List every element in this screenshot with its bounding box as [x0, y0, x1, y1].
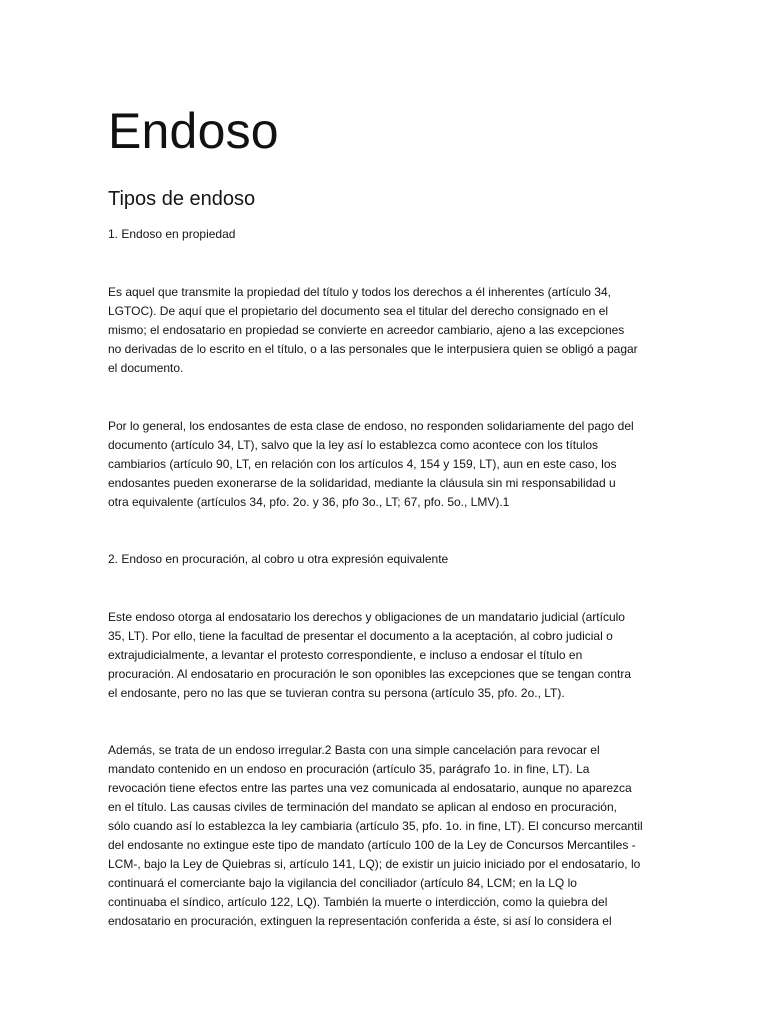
section-heading-propiedad: 1. Endoso en propiedad [108, 227, 236, 241]
paragraph-line: continuará el comerciante bajo la vigilancia del conciliador (artículo 84, LCM; en la LQ lo [108, 876, 577, 890]
paragraph-line: el endosante, pero no las que se tuvieran contra su persona (artículo 35, pfo. 2o., LT). [108, 686, 565, 700]
paragraph-line: Es aquel que transmite la propiedad del título y todos los derechos a él inherentes (artículo 34, [108, 285, 611, 299]
paragraph-line: procuración. Al endosatario en procuración le son oponibles las excepciones que se tengan contra [108, 667, 632, 681]
paragraph-line: sólo cuando así lo establezca la ley cambiaria (artículo 35, pfo. 1o. in fine, LT). El concurso mercantil [108, 819, 643, 833]
paragraph-line: en el título. Las causas civiles de terminación del mandato se aplican al endoso en procuración, [108, 800, 617, 814]
paragraph-line: el documento. [108, 361, 184, 375]
document-title: Endoso [108, 103, 279, 159]
paragraph-line: extrajudicialmente, a levantar el protesto correspondiente, e incluso a endosar el título en [108, 648, 583, 662]
section-subtitle: Tipos de endoso [108, 188, 256, 210]
paragraph-line: endosantes pueden exonerarse de la solidaridad, mediante la cláusula sin mi responsabilidad u [108, 476, 616, 490]
section-heading-procuracion: 2. Endoso en procuración, al cobro u otra expresión equivalente [108, 552, 449, 566]
paragraph-line: Por lo general, los endosantes de esta clase de endoso, no responden solidariamente del pago del [108, 419, 634, 433]
paragraph-line: continuaba el síndico, artículo 122, LQ). También la muerte o interdicción, como la quiebra del [108, 895, 608, 909]
paragraph-line: mandato contenido en un endoso en procuración (artículo 35, parágrafo 1o. in fine, LT). La [108, 762, 590, 776]
paragraph-line: documento (artículo 34, LT), salvo que la ley así lo establezca como acontece con los títulos [108, 438, 599, 452]
paragraph-line: no derivadas de lo escrito en el título, o a las personales que le interpusiera quien se obligó a pagar [108, 342, 638, 356]
paragraph-line: Además, se trata de un endoso irregular.2 Basta con una simple cancelación para revocar el [108, 743, 600, 757]
paragraph-line: endosatario en procuración, extinguen la representación conferida a éste, si así lo considera el [108, 914, 612, 928]
paragraph-line: mismo; el endosatario en propiedad se convierte en acreedor cambiario, ajeno a las excepciones [108, 323, 625, 337]
paragraph-line: Este endoso otorga al endosatario los derechos y obligaciones de un mandatario judicial (artículo [108, 610, 625, 624]
paragraph-line: LGTOC). De aquí que el propietario del documento sea el titular del derecho consignado en el [108, 304, 609, 318]
paragraph-line: LCM-, bajo la Ley de Quiebras si, artículo 141, LQ); de existir un juicio iniciado por el endosatario, lo [108, 857, 641, 871]
paragraph-line: 35, LT). Por ello, tiene la facultad de presentar el documento a la aceptación, al cobro judicial o [108, 629, 613, 643]
paragraph-line: cambiarios (artículo 90, LT, en relación con los artículos 4, 154 y 159, LT), aun en este caso, los [108, 457, 617, 471]
paragraph-line: del endosante no extingue este tipo de mandato (artículo 100 de la Ley de Concursos Mercantiles - [108, 838, 636, 852]
paragraph-line: otra equivalente (artículos 34, pfo. 2o. y 36, pfo 3o., LT; 67, pfo. 5o., LMV).1 [108, 495, 510, 509]
paragraph-line: revocación tiene efectos entre las partes una vez comunicada al endosatario, aunque no aparezca [108, 781, 632, 795]
